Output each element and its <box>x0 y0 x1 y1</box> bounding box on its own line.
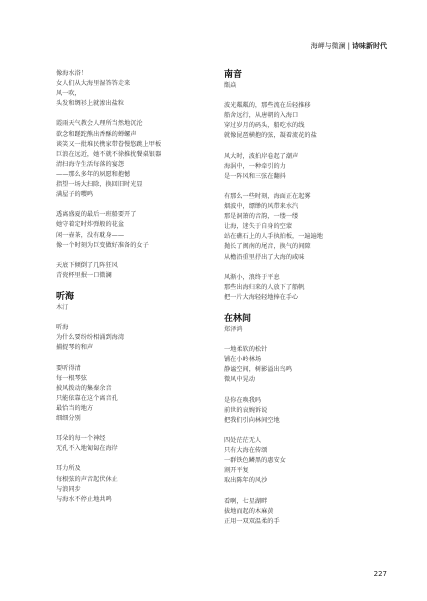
poem-line: 无孔不入地匍匐在海岸 <box>56 445 118 453</box>
poem-body <box>224 101 394 303</box>
poem-line: 捕捉琴的和声 <box>56 344 94 352</box>
poem-line: 欲念和蹉跎熊出香酥的蝉螺声 <box>56 130 137 138</box>
poem-line: 只能依靠在这个离音孔 <box>56 394 118 402</box>
poem-line <box>56 424 226 434</box>
header-separator: | <box>347 42 350 50</box>
section-gap <box>224 303 394 313</box>
poem-line <box>56 454 226 464</box>
header-series: 诗味新时代 <box>352 42 387 50</box>
poem-line: 天底下倾倒了几阵狂风 <box>56 261 118 269</box>
intro-poem-continuation <box>56 69 226 281</box>
poem-line: 风大时，波拍岸卷起了潮声 <box>224 152 299 160</box>
poem-line: 有那么一些时刻，海面正在起雾 <box>224 192 311 200</box>
poem-line: 四处茫茫无人 <box>224 437 262 444</box>
poem-line: 取出陈年的风沙 <box>224 477 268 485</box>
poem-line: ——那么多年的夙愿和抱憾 <box>56 170 131 178</box>
poem-line: 耳力所及 <box>56 465 81 473</box>
poem-line: 正用一双双温柔的手 <box>224 517 280 525</box>
header-section: 海岬与微澜 <box>310 42 346 50</box>
poem-line <box>56 200 226 210</box>
poem-line <box>224 263 394 273</box>
poem-line: 抛长了闽南的尾音，换气的间隙 <box>224 243 311 251</box>
poem-author: 郑泽鸿 <box>224 326 243 334</box>
poem-line: 是一阵风和三弦在翻抖 <box>224 172 286 180</box>
poem-line <box>224 426 394 436</box>
poem-line: 一群铁色鳞黑的惠安女 <box>224 457 286 465</box>
title-gap <box>224 335 394 345</box>
poem-line: 为什么要纷纷相涌到海湾 <box>56 334 125 342</box>
poem-body <box>56 323 226 505</box>
poem-line: 耳朵的每一个神经 <box>56 435 106 443</box>
poem-line: 那些出海归来的人放下了船帆 <box>224 283 305 291</box>
right-column <box>224 69 394 527</box>
poem-zai-lin-jian <box>224 313 394 527</box>
poem-line: 波光粼粼的，那些流在岳轻推移 <box>224 102 311 110</box>
poem-line <box>56 353 226 363</box>
poem-line: 就像昆琶横抱的弦，凝着流花的盐 <box>224 132 317 140</box>
poem-line: 女人们从大海里湿答答走来 <box>56 80 131 88</box>
poem-title: 南音 <box>224 70 243 80</box>
poem-line: 风渐小，浪终于平息 <box>224 273 280 281</box>
poem-line: 前世的哀婉诉说 <box>224 406 268 414</box>
poem-line: 是你在唤我吗 <box>224 396 262 404</box>
page-number: 227 <box>373 570 387 578</box>
poem-line <box>56 251 226 261</box>
poem-line: 与海水不停止地共鸣 <box>56 495 112 503</box>
poem-line <box>224 141 394 151</box>
running-header <box>311 41 387 51</box>
poem-line: 海涡中，一种牵引的力 <box>224 162 286 170</box>
poem-line <box>224 182 394 192</box>
poem-line: 风一吹， <box>56 90 81 98</box>
poem-line: 听海 <box>56 324 69 332</box>
poem-line: 要听得清 <box>56 364 81 372</box>
poem-line: 看啊，七星湖畔 <box>224 497 268 505</box>
poem-line: 一地柔软的松针 <box>224 346 268 354</box>
poem-line: 清扫海寺生活每落的宴怨 <box>56 160 125 168</box>
poem-line: 霞雨天气教会人理所当然地沉沦 <box>56 120 143 128</box>
poem-line: 细细分别 <box>56 415 81 422</box>
poem-line: 满屋子的嘤鸣 <box>56 191 94 199</box>
poem-title: 听海 <box>56 292 75 303</box>
poem-ting-hai <box>56 291 226 505</box>
poem-line: 透离盛夏的最后一班船要开了 <box>56 211 137 219</box>
poem-title: 在林间 <box>224 314 252 325</box>
poem-line <box>56 109 226 119</box>
poem-line: 指望一场大扫除，换回旧时光显 <box>56 181 143 189</box>
poem-line: 那是洞箫的音韵，一缕一缕 <box>224 213 299 221</box>
poem-line: 割开平复 <box>224 467 249 475</box>
poem-body <box>224 345 394 527</box>
section-gap <box>56 281 226 291</box>
poem-line: 每根弦的声音起伏休止 <box>56 475 118 483</box>
poem-line: 船舍远行，从唐朝的入海口 <box>224 112 299 120</box>
poem-line: 静谧空间，树影溢出鸟鸣 <box>224 366 293 374</box>
poem-line: 让海，迷失于自身的空蒙 <box>224 223 293 231</box>
poem-line: 每一根琴弦 <box>56 374 87 382</box>
title-gap <box>224 91 394 101</box>
poem-line <box>224 386 394 396</box>
poem-line: 微风中晃动 <box>224 376 255 384</box>
poem-author: 甑焱 <box>224 82 237 89</box>
title-gap <box>56 313 226 323</box>
poem-line: 站在礁石上的人手执拍板，一遍遍地 <box>224 233 323 241</box>
left-column <box>56 69 226 505</box>
poem-line: 烟波中，缥缈的风带来水汽 <box>224 203 299 211</box>
poem-line: 把一片大海轻轻地捧在手心 <box>224 293 299 301</box>
poem-line: 头发和绸衫上就渗出盐粒 <box>56 100 125 108</box>
poem-line: 拔地而起的木麻黄 <box>224 507 274 515</box>
poem-line: 从檐沿重里抒出了大海的咸味 <box>224 253 305 261</box>
poem-line: 谈笑又一批堆民携家带眷慢悠跳上甲板 <box>56 140 162 148</box>
poem-line: 像一个时刻为巨变做好准备的女子 <box>56 241 149 249</box>
poem-line: 她守着定时炸弹般的花盆 <box>56 221 125 229</box>
poem-line: 把我们引向林间空地 <box>224 416 280 424</box>
poem-line: 铺在小岭林场 <box>224 356 262 364</box>
poem-line: 最恰当的地方 <box>56 404 94 412</box>
poem-line: 青瓷杯里抿一口微澜 <box>56 271 112 279</box>
poem-line: 与浪同步 <box>56 485 81 493</box>
poem-line: 披风拨动的集秦余音 <box>56 384 112 392</box>
poem-author: 木汀 <box>56 304 69 312</box>
poem-line: 像海水浴！ <box>56 70 87 77</box>
poem-line: 只有大海在传颂 <box>224 447 268 455</box>
poem-line: 巨浪在远近，她不就不徐推扰餐桌银器 <box>56 150 162 158</box>
poem-line <box>224 486 394 496</box>
poem-line: 闲一壶茶，没有耽身—— <box>56 231 125 239</box>
poem-nan-yin <box>224 69 394 303</box>
poem-line: 穿过岁月的码头，船吃水的线 <box>224 122 305 130</box>
